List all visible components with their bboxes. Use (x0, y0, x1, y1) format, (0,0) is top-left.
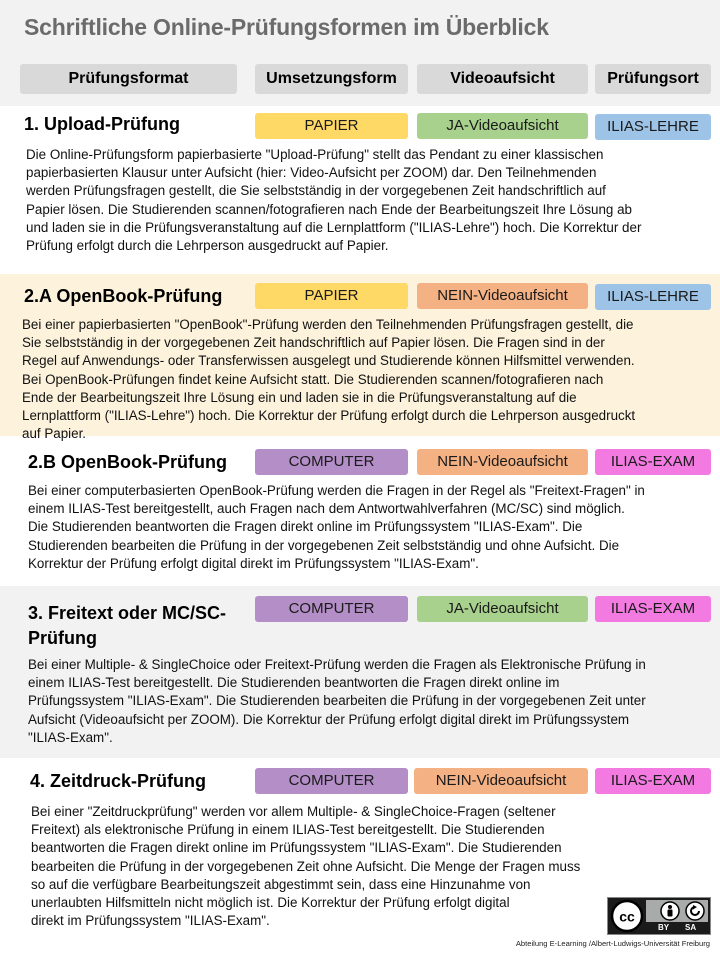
tag-videoaufsicht: NEIN-Videoaufsicht (417, 449, 588, 475)
license-by-label: BY (658, 923, 670, 932)
tag-umsetzung: PAPIER (255, 283, 408, 309)
tag-videoaufsicht: JA-Videoaufsicht (417, 596, 588, 622)
tag-umsetzung: COMPUTER (255, 768, 408, 794)
section-title: 3. Freitext oder MC/SC- Prüfung (28, 603, 227, 648)
tag-umsetzung: COMPUTER (255, 596, 408, 622)
attribution-person-icon (660, 901, 680, 921)
footer-credit: Abteilung E-Learning /Albert-Ludwigs-Universität Freiburg (515, 939, 710, 948)
column-header-umsetzung: Umsetzungsform (255, 64, 408, 94)
column-header-ort: Prüfungsort (595, 64, 711, 94)
tag-umsetzung: COMPUTER (255, 449, 408, 475)
section-title: 4. Zeitdruck-Prüfung (30, 771, 207, 791)
column-header-video: Videoaufsicht (417, 64, 588, 94)
section-upload (0, 106, 720, 274)
section-title: 2.B OpenBook-Prüfung (28, 452, 227, 472)
section-description: Bei einer computerbasierten OpenBook-Prüfung werden die Fragen in der Regel als "Freitext-Fragen" in einem ILIAS-Test bereitgestellt, auch Fragen nach dem Antwortwahlverfahren (MC/SC) sind möglich. Die Studierenden beantworten die Fragen direkt online im Prüfungssystem "ILIAS-Exam". Die Studierenden bearbeiten die Prüfung in der vorgegebenen Zeit selbstständig und ohne Aufsicht. Die Korrektur der Prüfung erfolgt digital direkt im Prüfungssystem "ILIAS-Exam". (28, 483, 645, 571)
section-description: Bei einer Multiple- & SingleChoice oder Freitext-Prüfung werden die Fragen als Elektronische Prüfung in einem ILIAS-Test bereitgestellt. Die Studierenden beantworten die Fragen direkt online im Prüfungssystem "ILIAS-Exam". Die Studierenden bearbeiten die Prüfung in der vorgegebenen Zeit unter Aufsicht (Videoaufsicht per ZOOM). Die Korrektur der Prüfung erfolgt digital direkt im Prüfungssystem "ILIAS-Exam". (28, 657, 646, 745)
tag-pruefungsort: ILIAS-LEHRE (595, 284, 711, 310)
section-freitext-mcsc (0, 586, 720, 758)
section-openbook-papier (0, 274, 720, 442)
section-description: Bei einer papierbasierten "OpenBook"-Prüfung werden den Teilnehmenden Prüfungsfragen gestellt, die Sie selbstständig in der vorgegebenen Zeit handschriftlich auf Papier lösen. Die Fragen sind in der Regel auf Anwendungs- oder Transferwissen ausgelegt und Studierende können Hilfsmittel verwenden. Bei OpenBook-Prüfungen findet keine Aufsicht statt. Die Studierenden scannen/fotografieren nach Ende der Bearbeitungszeit Ihre Lösung ein und laden sie in die Prüfungsveranstaltung auf die Lernplattform ("ILIAS-Lehre") hoch. Die Korrektur der Prüfung erfolgt durch die Lehrperson ausgedruckt auf Papier. (22, 317, 636, 442)
section-title: 1. Upload-Prüfung (24, 114, 180, 134)
section-description: Bei einer "Zeitdruckprüfung" werden vor allem Multiple- & SingleChoice-Fragen (seltener Freitext) als elektronische Prüfung in einem ILIAS-Test bereitgestellt. Die Studierenden beantworten die Fragen direkt online im Prüfungssystem "ILIAS-Exam". Die Studierenden bearbeiten die Prüfung in der vorgegebenen Zeit ohne Aufsicht. Die Menge der Fragen muss so auf die verfügbare Bearbeitungszeit abgestimmt sein, dass eine Hinzunahme von unerlaubten Hilfsmitteln nicht möglich ist. Die Korrektur der Prüfung erfolgt digital direkt im Prüfungssystem "ILIAS-Exam". (31, 804, 581, 929)
column-header-format: Prüfungsformat (20, 64, 237, 94)
tag-videoaufsicht: NEIN-Videoaufsicht (417, 283, 588, 309)
tag-videoaufsicht: JA-Videoaufsicht (417, 113, 588, 139)
tag-pruefungsort: ILIAS-EXAM (595, 449, 711, 475)
tag-umsetzung: PAPIER (255, 113, 408, 139)
section-openbook-computer (0, 436, 720, 586)
section-description: Die Online-Prüfungsform papierbasierte "Upload-Prüfung" stellt das Pendant zu einer klassischen papierbasierten Klausur unter Aufsicht (hier: Video-Aufsicht per ZOOM) dar. Den Teilnehmenden werden Prüfungsfragen gestellt, die Sie selbstständig in der vorgegebenen Zeit handschriftlich auf Papier lösen. Die Studierenden scannen/fotografieren nach Ende der Bearbeitungszeit Ihre Lösung ab und laden sie in die Prüfungsveranstaltung auf die Lernplattform ("ILIAS-Lehre") hoch. Die Korrektur der Prüfung erfolgt durch die Lehrperson ausgedruckt auf Papier. (26, 147, 642, 254)
tag-pruefungsort: ILIAS-EXAM (595, 596, 711, 622)
license-sa-label: SA (685, 923, 697, 932)
tag-pruefungsort: ILIAS-EXAM (595, 768, 711, 794)
tag-videoaufsicht: NEIN-Videoaufsicht (414, 768, 588, 794)
cc-by-sa-license-badge (607, 897, 711, 935)
svg-text:cc: cc (619, 908, 635, 925)
page-title: Schriftliche Online-Prüfungsformen im Überblick (24, 14, 549, 40)
share-alike-icon (685, 901, 705, 921)
section-title: 2.A OpenBook-Prüfung (24, 286, 223, 306)
tag-pruefungsort: ILIAS-LEHRE (595, 114, 711, 140)
